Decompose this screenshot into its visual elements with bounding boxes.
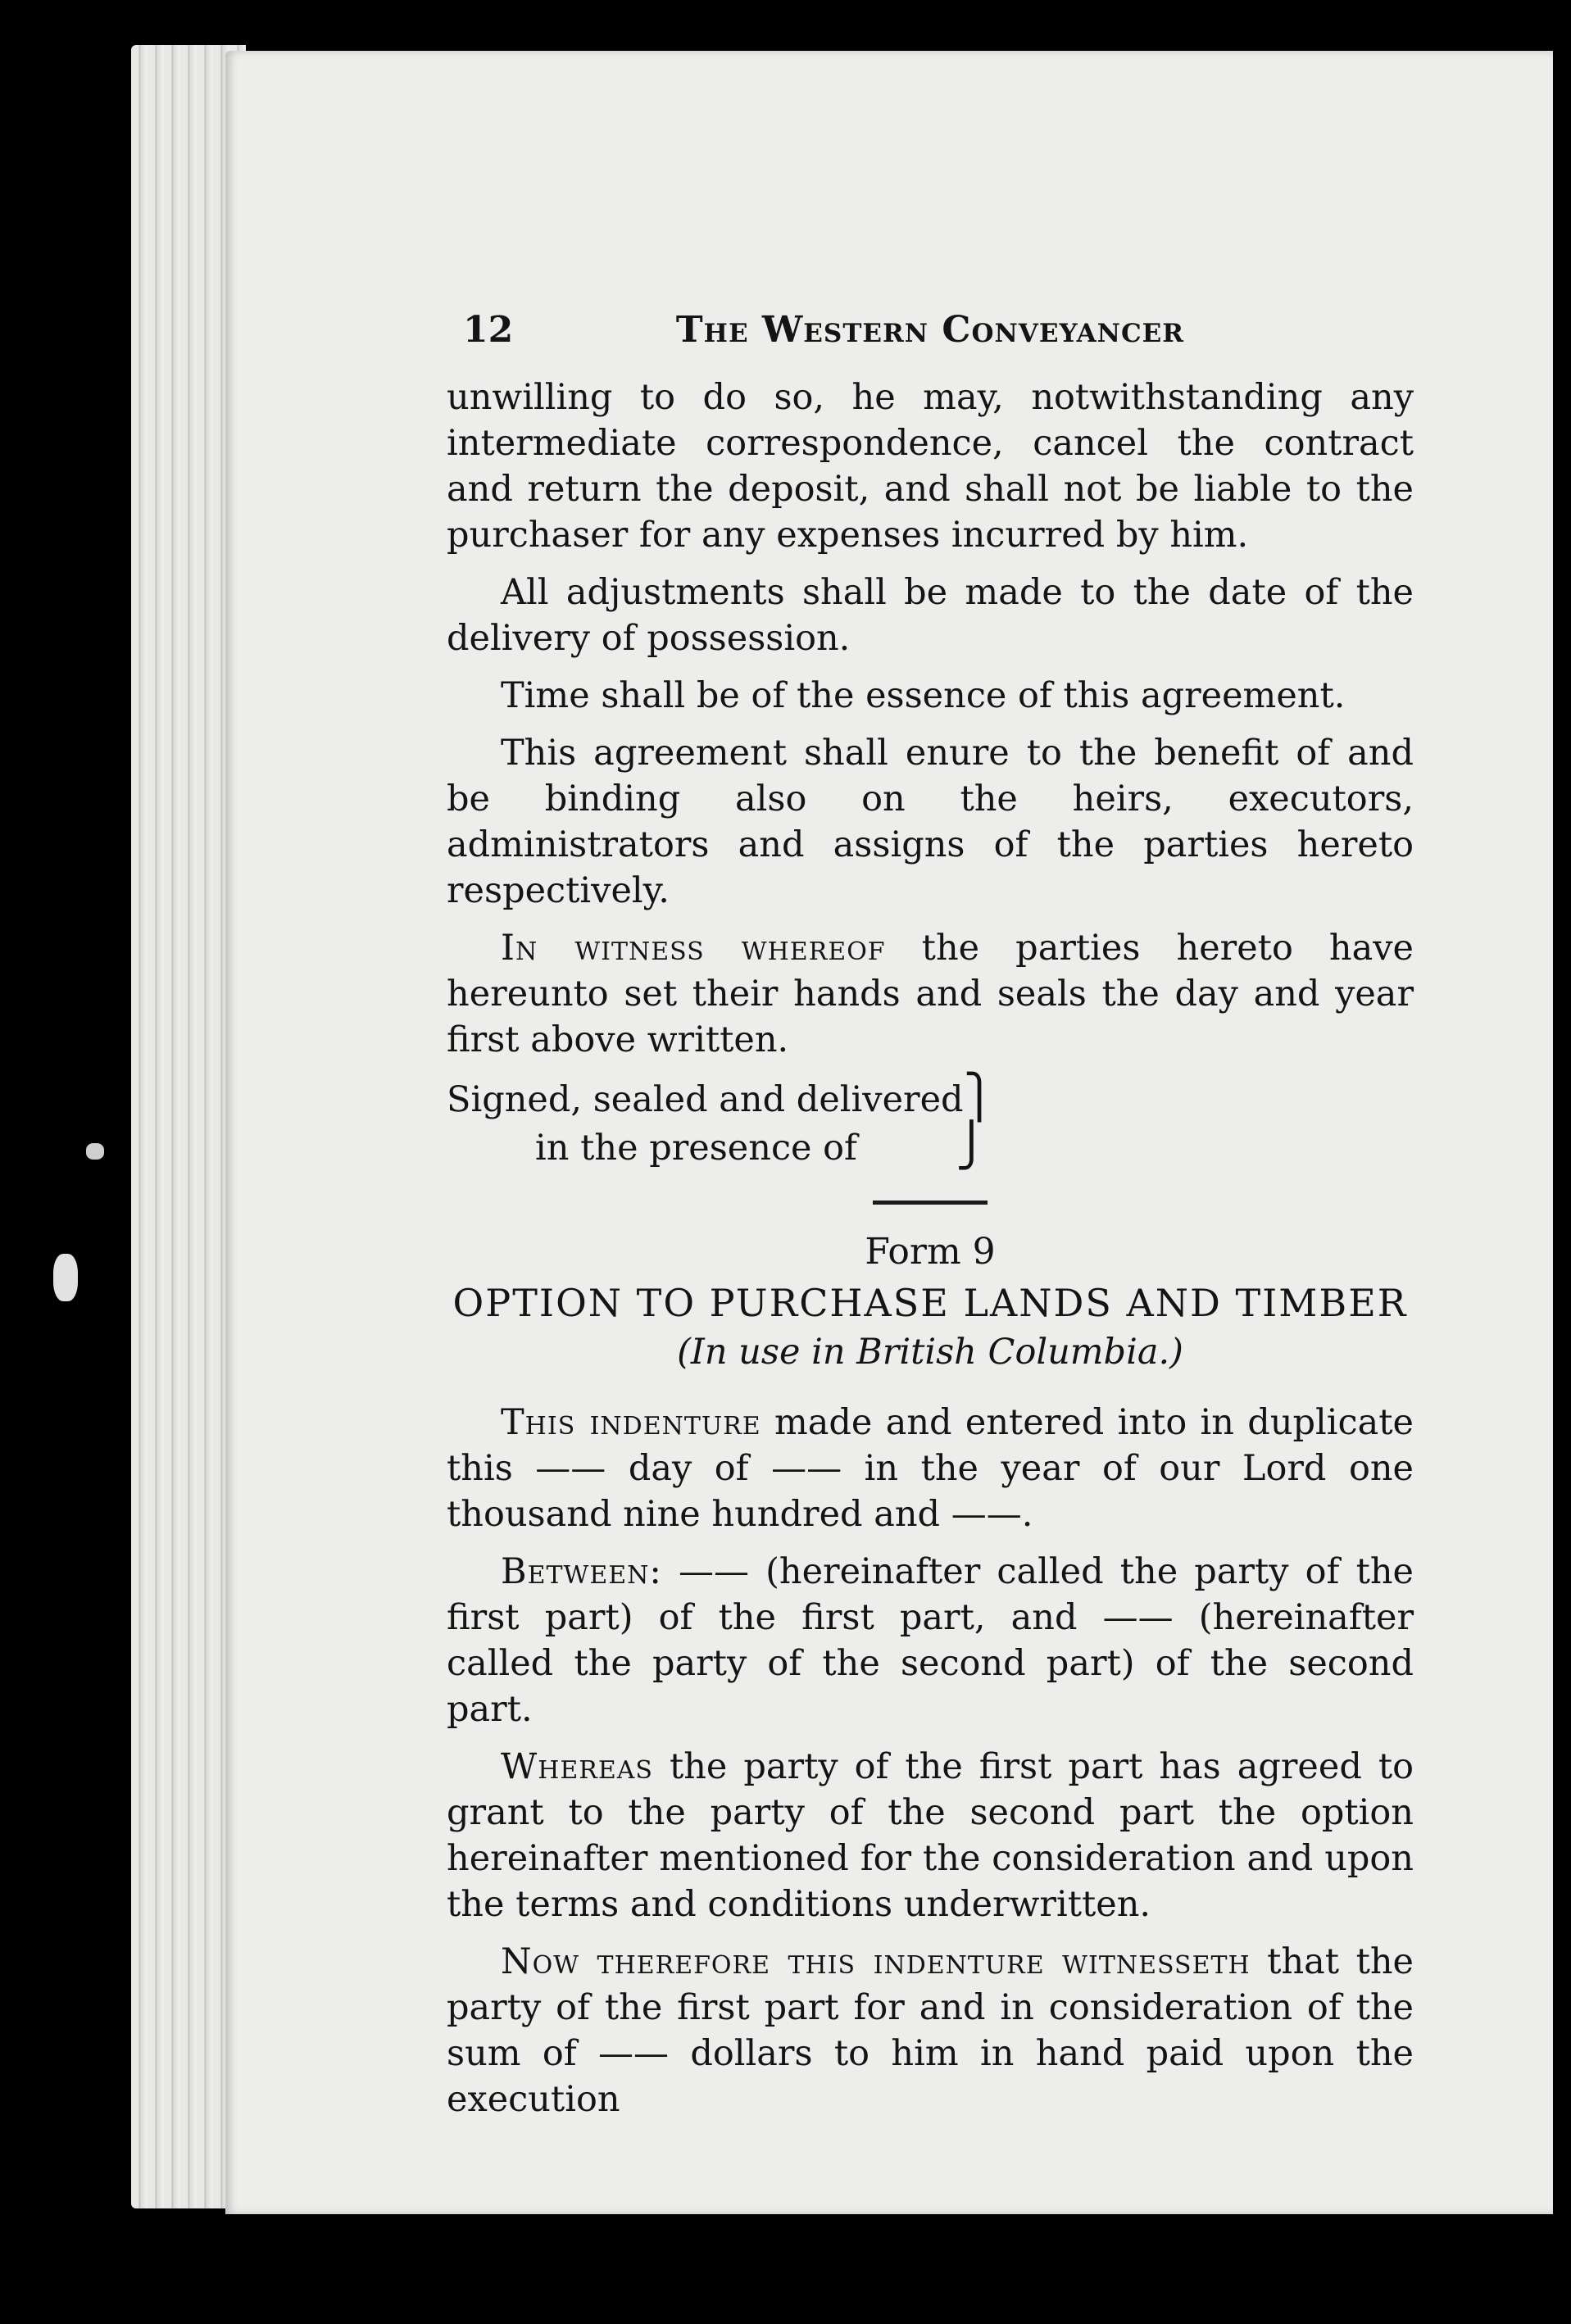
margin-speck — [86, 1143, 104, 1160]
form-title: OPTION TO PURCHASE LANDS AND TIMBER — [452, 1281, 1408, 1325]
paragraph-cancellation: unwilling to do so, he may, notwithstanding any intermediate correspondence, cancel the contract and return the deposit, and shall not be liable to the purchaser for any expenses incurred by him. — [447, 377, 1414, 556]
between-rest: —— (hereinafter called the party of the first part) of the first part, and —— (hereinafter called the party of the second part) of the second part. — [447, 1551, 1414, 1730]
whereas-lead: Whereas — [501, 1746, 653, 1787]
margin-speck — [53, 1254, 78, 1301]
whereas-rest: the party of the first part has agreed to grant to the party of the second part the option hereinafter mentioned for the consideration and upon the terms and conditions underwritten. — [447, 1746, 1414, 1925]
brace-glyph: ⎫ — [963, 1073, 996, 1122]
in-witness-lead: In witness whereof — [501, 928, 886, 969]
form-subtitle: (In use in British Columbia.) — [677, 1332, 1183, 1373]
signature-block — [447, 1074, 1414, 1171]
brace-glyph: ⎭ — [955, 1121, 988, 1170]
paragraph-in-witness — [447, 925, 1414, 1063]
indenture-paragraph-between — [447, 1549, 1414, 1732]
in-witness-rest: the parties hereto have hereunto set their hands and seals the day and year first above written. — [447, 928, 1414, 1060]
paragraph-adjustments: All adjustments shall be made to the date of the delivery of possession. — [447, 572, 1414, 659]
signature-line-2 — [447, 1123, 1414, 1171]
paragraph-time-essence: Time shall be of the essence of this agreement. — [501, 675, 1346, 716]
indenture-paragraph-whereas — [447, 1744, 1414, 1927]
section-rule — [873, 1201, 988, 1205]
running-head — [447, 307, 1414, 365]
indenture-paragraph-now-therefore — [447, 1939, 1414, 2122]
signature-line-2-text: in the presence of — [535, 1128, 857, 1169]
indenture-lead: This indenture — [501, 1402, 761, 1443]
page-content — [447, 307, 1414, 2134]
now-therefore-rest: that the party of the first part for and in consideration of the sum of —— dollars to him in hand paid upon the execution — [447, 1941, 1414, 2120]
running-title: The Western Conveyancer — [675, 309, 1185, 351]
form-number: Form 9 — [865, 1231, 996, 1273]
signature-line-1 — [447, 1074, 1414, 1123]
page-number: 12 — [463, 309, 514, 351]
paragraph-enure-benefit: This agreement shall enure to the benefit of and be binding also on the heirs, executors, administrators and assigns of the parties hereto respectively. — [447, 733, 1414, 911]
signature-line-1-text: Signed, sealed and delivered — [447, 1079, 964, 1120]
indenture-paragraph-date — [447, 1400, 1414, 1537]
indenture-date-rest: made and entered into in duplicate this —— day of —— in the year of our Lord one thousand nine hundred and ——. — [447, 1402, 1414, 1535]
now-therefore-lead: Now therefore this indenture witnesseth — [501, 1941, 1251, 1982]
between-lead: Between: — [501, 1551, 662, 1592]
